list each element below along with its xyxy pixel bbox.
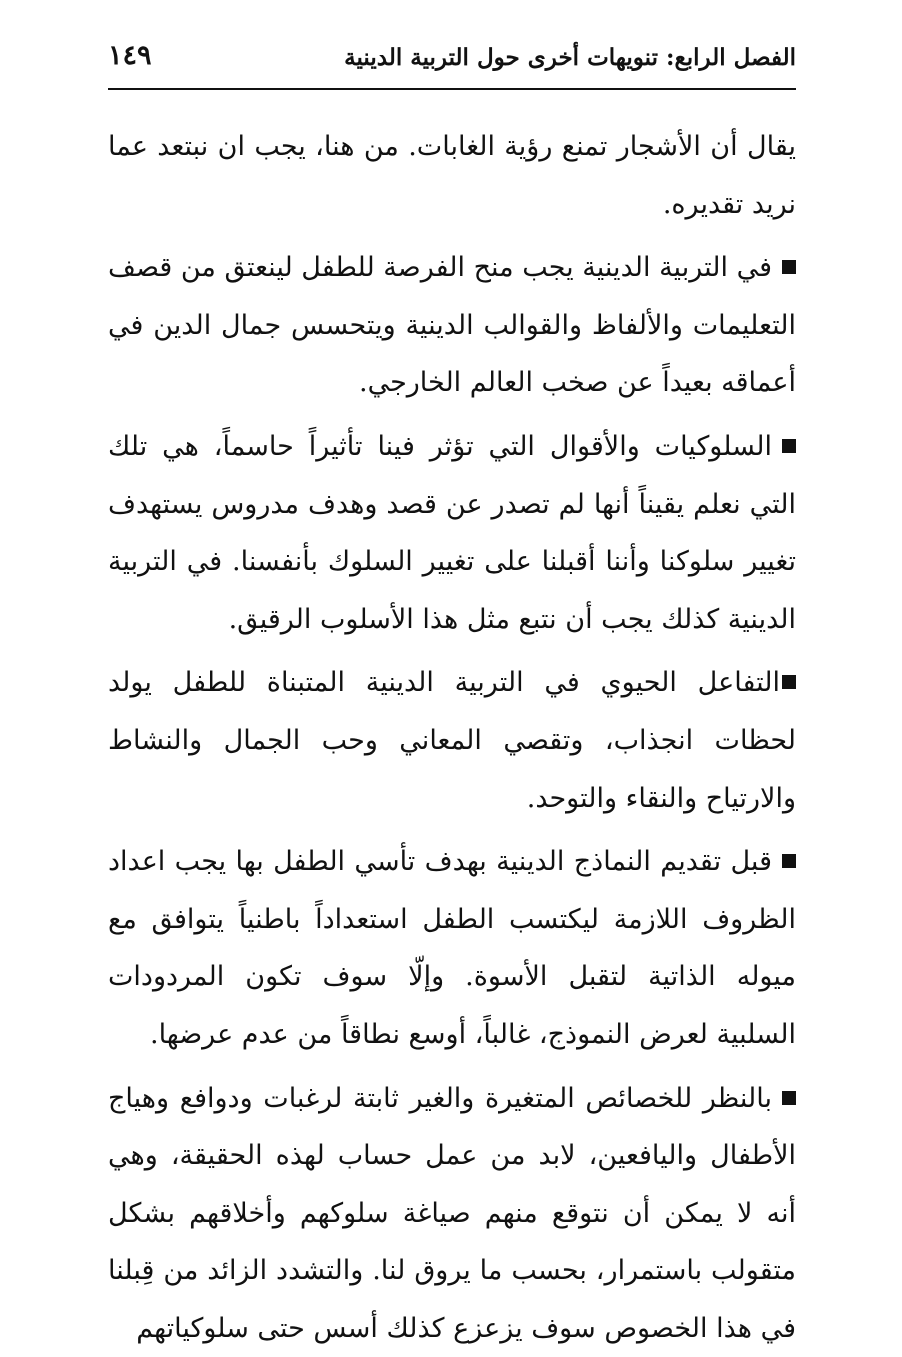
square-bullet-icon xyxy=(782,1091,796,1105)
paragraph-bullet xyxy=(108,418,796,648)
square-bullet-icon xyxy=(782,675,796,689)
paragraph-bullet xyxy=(108,833,796,1063)
running-header xyxy=(108,38,796,90)
paragraph-text: بالنظر للخصائص المتغيرة والغير ثابتة لرغبات ودوافع وهياج الأطفال واليافعين، لابد من عمل حساب لهذه الحقيقة، وهي أنه لا يمكن أن نتوقع منهم صياغة سلوكهم وأخلاقهم بشكل متقولب باستمرار، بحسب ما يروق لنا. والتشدد الزائد من قِبلنا في هذا الخصوص سوف يزعزع كذلك أسس حتى سلوكياتهم xyxy=(108,1083,796,1344)
square-bullet-icon xyxy=(782,854,796,868)
paragraph-bullet xyxy=(108,239,796,412)
paragraph-bullet xyxy=(108,654,796,827)
chapter-title: الفصل الرابع: تنويهات أخرى حول التربية الدينية xyxy=(344,44,796,71)
paragraph-text: يقال أن الأشجار تمنع رؤية الغابات. من هنا، يجب ان نبتعد عما نريد تقديره. xyxy=(108,131,796,220)
paragraph-text: قبل تقديم النماذج الدينية بهدف تأسي الطفل بها يجب اعداد الظروف اللازمة ليكتسب الطفل استعداداً باطنياً يتوافق مع ميوله الذاتية لتقبل الأسوة. وإلّا سوف تكون المردودات السلبية لعرض النموذج، غالباً، أوسع نطاقاً من عدم عرضها. xyxy=(108,846,796,1050)
book-page xyxy=(108,38,796,1288)
paragraph-text: السلوكيات والأقوال التي تؤثر فينا تأثيراً حاسماً، هي تلك التي نعلم يقيناً أنها لم تصدر عن قصد وهدف مدروس يستهدف تغيير سلوكنا وأننا أقبلنا على تغيير السلوك بأنفسنا. في التربية الدينية كذلك يجب أن نتبع مثل هذا الأسلوب الرقيق. xyxy=(108,431,796,635)
paragraph-bullet xyxy=(108,1070,796,1357)
square-bullet-icon xyxy=(782,260,796,274)
paragraph-text: التفاعل الحيوي في التربية الدينية المتبناة للطفل يولد لحظات انجذاب، وتقصي المعاني وحب الجمال والنشاط والارتياح والنقاء والتوحد. xyxy=(108,667,796,813)
square-bullet-icon xyxy=(782,439,796,453)
paragraph-text: في التربية الدينية يجب منح الفرصة للطفل لينعتق من قصف التعليمات والألفاظ والقوالب الدينية ويتحسس جمال الدين في أعماقه بعيداً عن صخب العالم الخارجي. xyxy=(108,252,796,398)
page-number: ١٤٩ xyxy=(108,40,152,71)
paragraph-intro xyxy=(108,118,796,233)
page-body xyxy=(108,90,796,1357)
